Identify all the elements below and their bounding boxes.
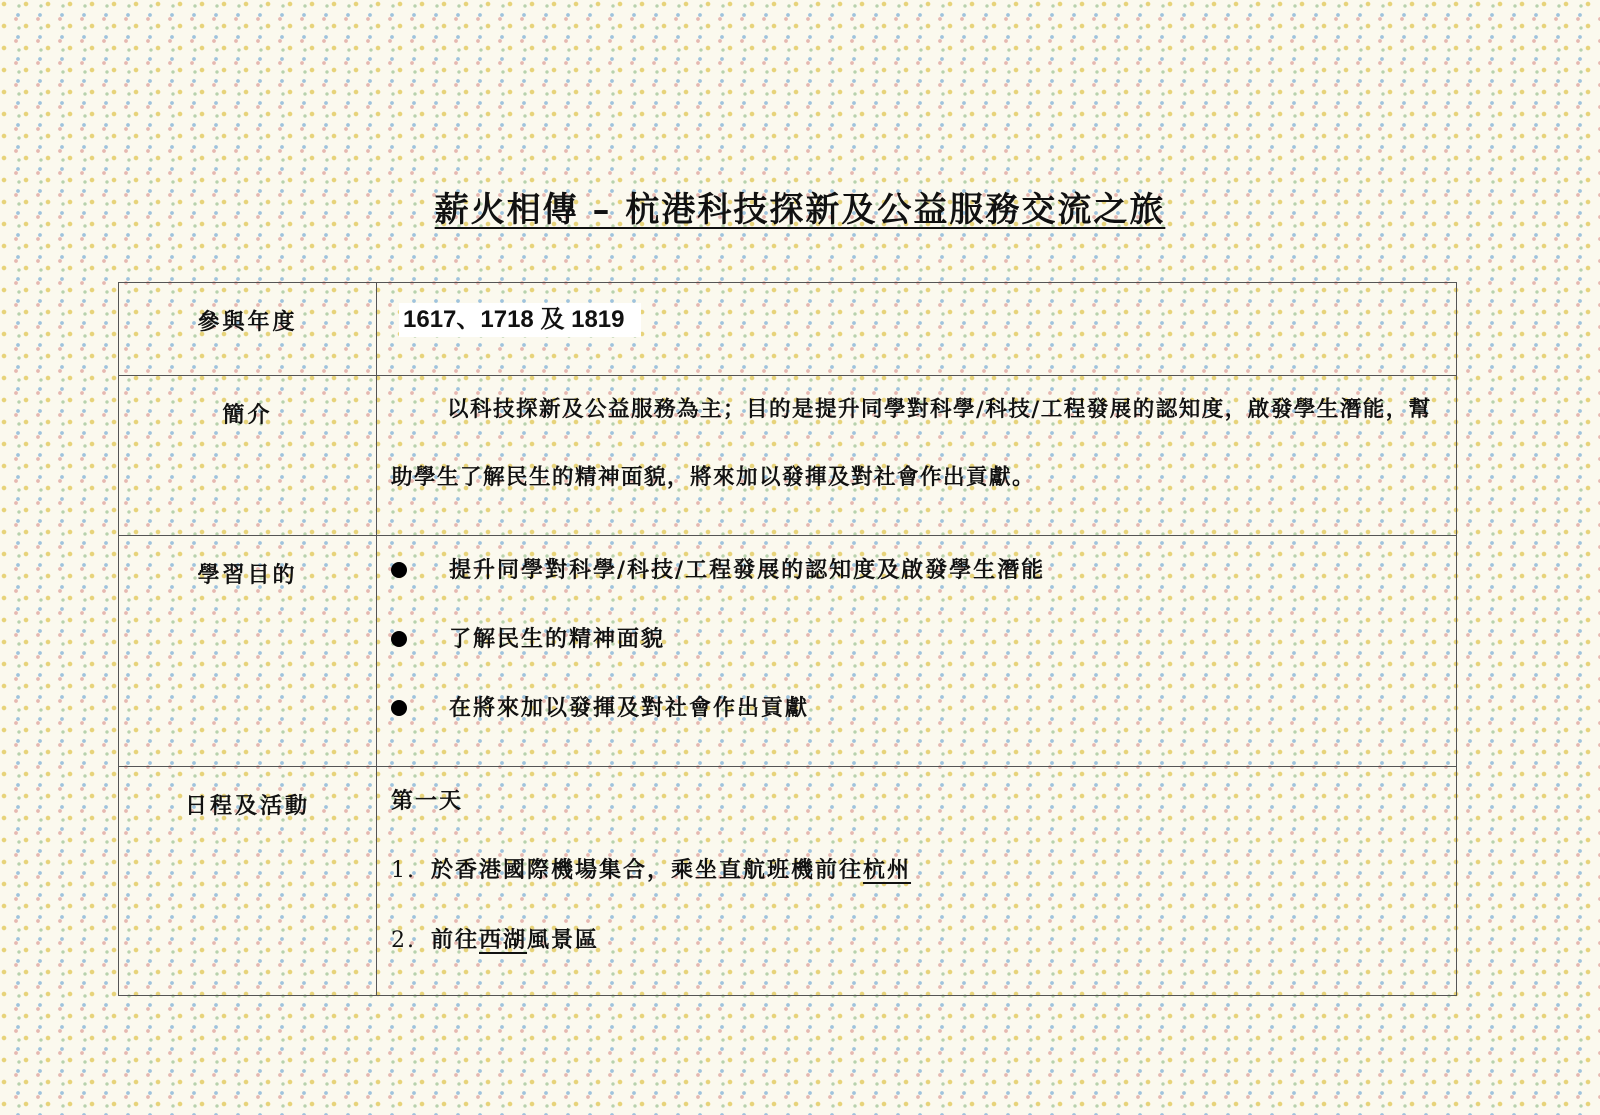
bullet-icon	[391, 631, 407, 647]
schedule-item-text-after: 風景區	[527, 927, 600, 953]
info-table	[118, 282, 1457, 996]
objective-text: 提升同學對科學/科技/工程發展的認知度及啟發學生潛能	[449, 557, 1046, 583]
table-row-intro	[119, 376, 1457, 536]
list-item	[391, 548, 1446, 617]
schedule-label: 日程及活動	[184, 793, 310, 819]
objectives-label: 學習目的	[197, 562, 298, 588]
objectives-label-cell	[119, 536, 377, 767]
table-row-schedule	[119, 767, 1457, 996]
document-title-text: 薪火相傳 – 杭港科技探新及公益服務交流之旅	[434, 190, 1166, 230]
table-row-year	[119, 283, 1457, 376]
schedule-label-cell	[119, 767, 377, 996]
objective-text: 在將來加以發揮及對社會作出貢獻	[449, 695, 810, 721]
objectives-list	[391, 548, 1446, 755]
list-item	[391, 848, 1446, 893]
list-item	[391, 617, 1446, 686]
intro-label: 簡介	[222, 402, 273, 428]
year-label: 參與年度	[197, 309, 298, 335]
schedule-item-number: 1.	[391, 858, 416, 883]
bullet-icon	[391, 700, 407, 716]
schedule-item-text: 於香港國際機場集合，乘坐直航班機前往	[431, 857, 864, 883]
schedule-cell	[377, 767, 1457, 996]
document-title	[0, 182, 1600, 231]
table-row-objectives	[119, 536, 1457, 767]
year-label-cell	[119, 283, 377, 376]
schedule-list	[391, 848, 1446, 963]
intro-text-cell	[377, 376, 1457, 536]
schedule-item-number: 2.	[391, 928, 416, 953]
list-item	[391, 686, 1446, 755]
intro-label-cell	[119, 376, 377, 536]
schedule-item-text: 前往	[431, 927, 480, 953]
year-value: 1617、1718 及 1819	[399, 303, 641, 337]
year-value-cell	[377, 283, 1457, 376]
schedule-day-heading: 第一天	[391, 788, 464, 814]
intro-text: 以科技探新及公益服務為主；目的是提升同學對科學/科技/工程發展的認知度，啟發學生潛能，幫助學生了解民生的精神面貌，將來加以發揮及對社會作出貢獻。	[391, 397, 1432, 490]
objectives-cell	[377, 536, 1457, 767]
bullet-icon	[391, 562, 407, 578]
schedule-item-place: 杭州	[863, 857, 912, 883]
list-item	[391, 918, 1446, 963]
objective-text: 了解民生的精神面貌	[449, 626, 666, 652]
schedule-item-place: 西湖	[479, 927, 528, 953]
